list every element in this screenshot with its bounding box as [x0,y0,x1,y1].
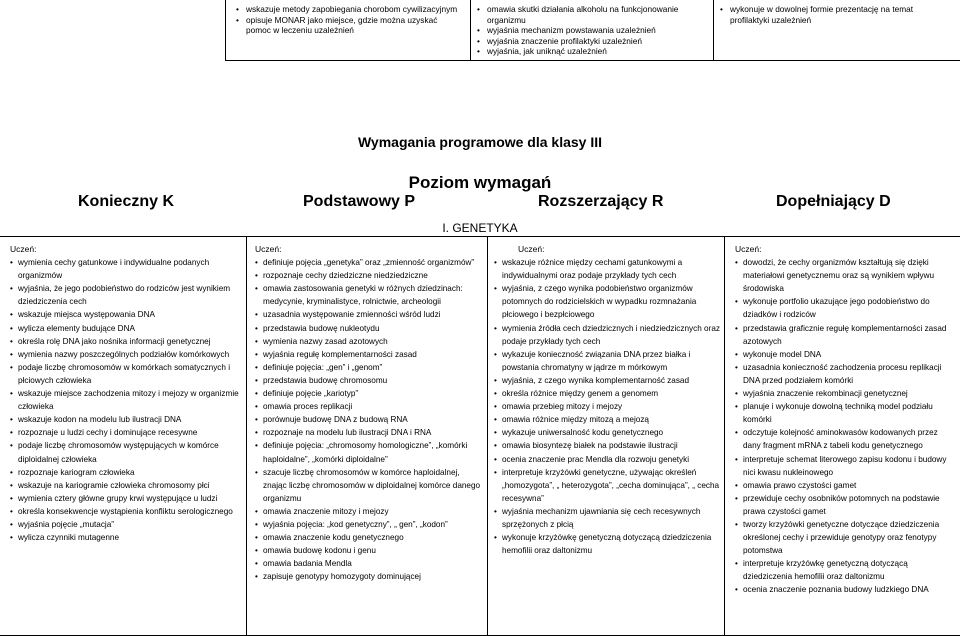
requirements-list-p [255,256,483,583]
list-item: • wyjaśnia, jak uniknąć uzależnień [475,46,707,57]
requirement-item: • przewiduje cechy osobników potomnych na podstawie prawa czystości gamet [735,492,956,518]
requirement-item: • ocenia znaczenie prac Mendla dla rozwoju genetyki [494,453,720,466]
requirement-item: • przedstawia graficznie regułę komplementarności zasad azotowych [735,322,956,348]
requirement-item: • wylicza czynniki mutagenne [10,531,242,544]
requirement-item: • ocenia znaczenie poznania budowy ludzkiego DNA [735,583,956,596]
level-podstawowy: Podstawowy P [303,193,415,211]
top-list-2 [475,4,707,57]
requirements-list-k [10,256,242,544]
requirement-item: • omawia biosyntezę białek na podstawie ilustracji [494,439,720,452]
requirements-list-r [494,256,720,557]
requirement-item: • zapisuje genotypy homozygoty dominującej [255,570,483,583]
requirement-item: • interpretuje schemat literowego zapisu kodonu i budowy nici kwasu nukleinowego [735,453,956,479]
top-cell-3 [714,0,960,61]
requirement-item: • interpretuje krzyżówkę genetyczną dotyczącą dziedziczenia hemofilii oraz daltonizmu [735,557,956,583]
requirement-item: • interpretuje krzyżówki genetyczne, używając określeń „homozygota”, „ heterozygota”, „cecha dominująca”, „ cecha recesywna” [494,466,720,505]
requirement-item: • określa konsekwencje wystąpienia konfliktu serologicznego [10,505,242,518]
requirement-item: • tworzy krzyżówki genetyczne dotyczące dziedziczenia określonej cechy i przewiduje genotypy oraz fenotypy potomstwa [735,518,956,557]
requirement-item: • definiuje pojęcia: „chromosomy homologiczne”, „komórki haploidalne”, „komórki diploidalne” [255,439,483,465]
page-title: Wymagania programowe dla klasy III [0,134,960,150]
requirement-item: • wyjaśnia, że jego podobieństwo do rodziców jest wynikiem dziedziczenia cech [10,282,242,308]
requirement-item: • omawia proces replikacji [255,400,483,413]
requirements-table [0,236,960,636]
requirement-item: • wykonuje krzyżówkę genetyczną dotyczącą dziedziczenia hemofilii oraz daltonizmu [494,531,720,557]
requirement-item: • wskazuje miejsca występowania DNA [10,308,242,321]
requirement-item: • wskazuje miejsce zachodzenia mitozy i mejozy w organizmie człowieka [10,387,242,413]
requirement-item: • określa rolę DNA jako nośnika informacji genetycznej [10,335,242,348]
requirement-item: • uzasadnia występowanie zmienności wśród ludzi [255,308,483,321]
requirement-item: • definiuje pojęcia „genetyka” oraz „zmienność organizmów” [255,256,483,269]
list-item: • wyjaśnia znaczenie profilaktyki uzależnień [475,36,707,47]
requirements-list-d [735,256,956,596]
list-item: • omawia skutki działania alkoholu na funkcjonowanie organizmu [475,4,707,25]
requirement-item: • podaje liczbę chromosomów w komórkach somatycznych i płciowych człowieka [10,361,242,387]
requirement-item: • wymienia źródła cech dziedzicznych i niedziedzicznych oraz podaje przykłady tych cech [494,322,720,348]
requirement-item: • rozpoznaje na modelu lub ilustracji DNA i RNA [255,426,483,439]
section-title: I. GENETYKA [0,221,960,235]
requirement-item: • definiuje pojęcie „kariotyp” [255,387,483,400]
pupil-label: Uczeń: [255,243,483,256]
level-heading: Poziom wymagań [0,173,960,193]
requirement-item: • omawia przebieg mitozy i mejozy [494,400,720,413]
pupil-label: Uczeń: [10,243,242,256]
requirement-item: • wskazuje kodon na modelu lub ilustracji DNA [10,413,242,426]
requirement-item: • odczytuje kolejność aminokwasów kodowanych przez dany fragment mRNA z tabeli kodu genetycznego [735,426,956,452]
list-item: • wyjaśnia mechanizm powstawania uzależnień [475,25,707,36]
requirement-item: • wykazuje konieczność związania DNA przez białka i powstania chromatyny w jądrze m mórkowym [494,348,720,374]
requirement-item: • omawia zastosowania genetyki w różnych dziedzinach: medycynie, kryminalistyce, rolnictwie, archeologii [255,282,483,308]
requirement-item: • rozpoznaje u ludzi cechy i dominujące recesywne [10,426,242,439]
requirement-item: • szacuje liczbę chromosomów w komórce haploidalnej, znając liczbę chromosomów w diploidalnej komórce danego organizmu [255,466,483,505]
top-cell-1 [226,0,471,61]
level-konieczny: Konieczny K [78,193,174,211]
top-list-3 [718,4,954,25]
requirement-item: • wyjaśnia pojęcie „mutacja” [10,518,242,531]
requirement-item: • przedstawia budowę nukleotydu [255,322,483,335]
level-dopelniajacy: Dopełniający D [776,193,891,211]
requirement-item: • uzasadnia konieczność zachodzenia procesu replikacji DNA przed podziałem komórki [735,361,956,387]
requirement-item: • omawia różnice między mitozą a mejozą [494,413,720,426]
requirement-item: • wyjaśnia mechanizm ujawniania się cech recesywnych sprzężonych z płcią [494,505,720,531]
top-requirements-table [225,0,960,61]
column-dopelniajacy [725,237,960,636]
list-item: • opisuje MONAR jako miejsce, gdzie można uzyskać pomoc w leczeniu uzależnień [234,15,464,36]
column-rozszerzajacy [488,237,725,636]
requirement-item: • wyjaśnia, z czego wynika podobieństwo organizmów potomnych do rodzicielskich w wypadku rozmnażania płciowego i bezpłciowego [494,282,720,321]
requirement-item: • wyjaśnia pojęcia: „kod genetyczny”, „ gen”, „kodon” [255,518,483,531]
requirement-item: • wykazuje uniwersalność kodu genetycznego [494,426,720,439]
requirement-item: • definiuje pojęcia: „gen” i „genom” [255,361,483,374]
requirement-item: • wymienia nazwy zasad azotowych [255,335,483,348]
top-list-1 [234,4,464,36]
requirement-item: • porównuje budowę DNA z budową RNA [255,413,483,426]
pupil-label: Uczeń: [494,243,720,256]
requirement-item: • omawia znaczenie mitozy i mejozy [255,505,483,518]
top-cell-2 [471,0,714,61]
requirement-item: • dowodzi, że cechy organizmów kształtują się dzięki materiałowi genetycznemu oraz są wynikiem wpływu środowiska [735,256,956,295]
requirement-item: • rozpoznaje kariogram człowieka [10,466,242,479]
requirement-item: • wskazuje różnice między cechami gatunkowymi a indywidualnymi oraz podaje przykłady tych cech [494,256,720,282]
column-konieczny [0,237,247,636]
level-rozszerzajacy: Rozszerzający R [538,193,663,211]
requirement-item: • planuje i wykonuje dowolną techniką model podziału komórki [735,400,956,426]
requirement-item: • omawia prawo czystości gamet [735,479,956,492]
requirement-item: • przedstawia budowę chromosomu [255,374,483,387]
requirement-item: • wyjaśnia znaczenie rekombinacji genetycznej [735,387,956,400]
requirement-item: • wyjaśnia, z czego wynika komplementarność zasad [494,374,720,387]
requirement-item: • rozpoznaje cechy dziedziczne niedziedziczne [255,269,483,282]
pupil-label: Uczeń: [735,243,956,256]
column-podstawowy [247,237,488,636]
requirement-item: • wykonuje portfolio ukazujące jego podobieństwo do dziadków i rodziców [735,295,956,321]
requirement-item: • podaje liczbę chromosomów występujących w komórce diploidalnej człowieka [10,439,242,465]
requirement-item: • wyjaśnia regułę komplementarności zasad [255,348,483,361]
list-item: • wykonuje w dowolnej formie prezentację na temat profilaktyki uzależnień [718,4,954,25]
requirement-item: • omawia znaczenie kodu genetycznego [255,531,483,544]
requirement-item: • określa różnice między genem a genomem [494,387,720,400]
requirement-item: • wymienia cztery główne grupy krwi występujące u ludzi [10,492,242,505]
requirement-item: • wykonuje model DNA [735,348,956,361]
requirement-item: • wylicza elementy budujące DNA [10,322,242,335]
requirement-item: • wymienia cechy gatunkowe i indywidualne podanych organizmów [10,256,242,282]
requirement-item: • wymienia nazwy poszczególnych podziałów komórkowych [10,348,242,361]
requirement-item: • omawia budowę kodonu i genu [255,544,483,557]
requirement-item: • wskazuje na kariogramie człowieka chromosomy płci [10,479,242,492]
requirement-item: • omawia badania Mendla [255,557,483,570]
list-item: • wskazuje metody zapobiegania chorobom cywilizacyjnym [234,4,464,15]
